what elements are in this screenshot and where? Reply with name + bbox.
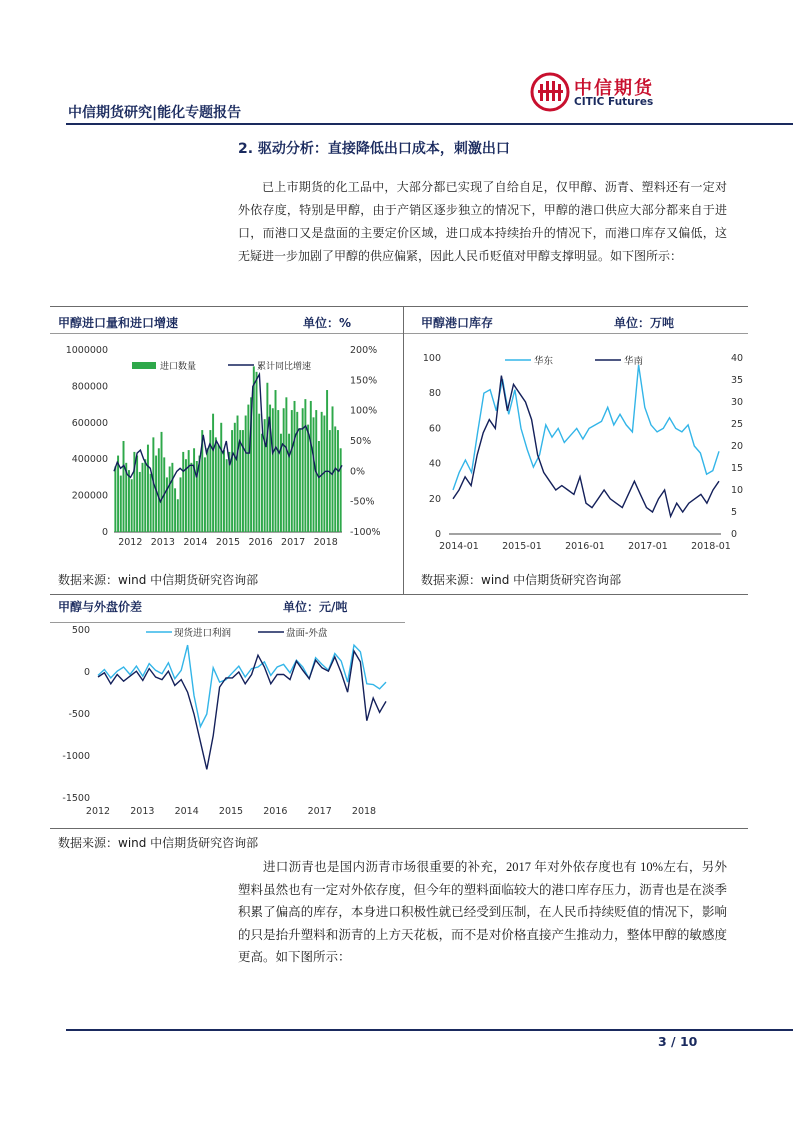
chart2-y-left-tick: 40 xyxy=(428,458,441,470)
chart3-legend-profit-label: 现货进口利润 xyxy=(174,628,232,639)
chart1-y-left-tick: 0 xyxy=(101,527,108,538)
chart3-x-tick: 2012 xyxy=(85,806,111,817)
chart1-import-bar xyxy=(226,459,228,532)
figure-title-rule xyxy=(50,333,748,334)
chart1-y-right-tick: 200% xyxy=(350,345,378,356)
chart1-import-bar xyxy=(117,456,119,532)
page-number: 3 / 10 xyxy=(658,1034,698,1049)
chart1-import-bar xyxy=(139,472,141,532)
chart2-x-tick: 2016-01 xyxy=(565,541,605,552)
chart1-import-bar xyxy=(299,428,301,532)
chart3-x-tick: 2017 xyxy=(307,806,332,817)
chart1-x-tick: 2012 xyxy=(118,537,143,548)
chart1-import-bar xyxy=(223,450,225,532)
chart3-x-tick: 2013 xyxy=(130,806,155,817)
chart1-y-right-tick: 150% xyxy=(350,375,378,387)
chart1-source: 数据来源：wind 中信期货研究咨询部 xyxy=(58,573,259,587)
chart2-y-right-tick: 20 xyxy=(731,441,744,452)
figure-mid-rule xyxy=(50,594,748,595)
chart1-import-bar xyxy=(304,399,306,532)
chart1-x-tick: 2017 xyxy=(281,537,306,548)
chart1-import-bar xyxy=(171,463,173,532)
chart1-import-bar xyxy=(128,470,130,532)
chart2-x-tick: 2015-01 xyxy=(502,541,542,552)
figure-bottom-rule xyxy=(50,828,748,829)
chart1-import-bar xyxy=(142,463,144,532)
chart1-import-bar xyxy=(321,412,323,532)
chart1-x-tick: 2015 xyxy=(215,537,241,548)
chart1-import-bar xyxy=(302,408,304,532)
chart2-y-right-tick: 25 xyxy=(731,419,744,430)
chart1-legend-bar-swatch xyxy=(132,362,156,369)
chart1-import-bar xyxy=(150,474,152,532)
chart1-x-tick: 2016 xyxy=(248,537,273,548)
citic-logo-icon xyxy=(530,72,570,112)
chart2-y-right-tick: 5 xyxy=(731,507,738,518)
chart1-legend-bar-label: 进口数量 xyxy=(160,362,197,372)
chart3-x-tick: 2015 xyxy=(218,806,244,817)
chart1-import-bar xyxy=(123,441,125,532)
chart1-import-bar xyxy=(256,372,258,532)
chart1-import-bar xyxy=(340,448,342,532)
chart1-import-bar xyxy=(220,423,222,532)
chart1-import-bar xyxy=(307,425,309,532)
chart1-y-left-tick: 1000000 xyxy=(65,345,108,356)
chart2-source: 数据来源：wind 中信期货研究咨询部 xyxy=(421,573,622,587)
chart1-imports-plot xyxy=(50,336,403,558)
chart2-x-tick: 2018-01 xyxy=(691,541,731,552)
chart1-import-bar xyxy=(190,463,192,532)
chart3-y-tick: -500 xyxy=(68,709,90,720)
chart1-import-bar xyxy=(283,408,285,532)
chart1-import-bar xyxy=(318,441,320,532)
chart1-import-bar xyxy=(120,476,122,532)
report-header-title: 中信期货研究|能化专题报告 xyxy=(68,105,242,121)
chart1-import-bar xyxy=(188,450,190,532)
chart1-import-bar xyxy=(231,430,233,532)
chart1-y-left-tick: 400000 xyxy=(71,454,108,466)
chart1-import-bar xyxy=(158,448,160,532)
chart1-import-bar xyxy=(310,401,312,532)
chart1-import-bar xyxy=(258,414,260,532)
chart3-unit: 单位：元/吨 xyxy=(283,600,348,614)
header-divider xyxy=(66,123,793,125)
chart2-unit: 单位：万吨 xyxy=(614,316,675,330)
chart1-import-bar xyxy=(174,488,176,532)
chart2-y-right-tick: 35 xyxy=(731,375,744,386)
chart2-legend-south-label: 华南 xyxy=(624,356,644,367)
chart3-futures-minus-outer-line xyxy=(98,651,386,769)
logo-chinese-name: 中信期货 xyxy=(574,78,654,99)
chart3-legend-spread-label: 盘面-外盘 xyxy=(286,628,328,639)
chart1-import-bar xyxy=(161,432,163,532)
chart1-import-bar xyxy=(239,430,241,532)
chart3-y-tick: -1500 xyxy=(62,793,90,804)
chart1-import-bar xyxy=(136,456,138,532)
chart1-y-left-tick: 800000 xyxy=(71,381,108,393)
figure-top-rule xyxy=(50,306,748,307)
chart1-import-bar xyxy=(334,426,336,532)
chart1-import-bar xyxy=(169,466,171,532)
chart2-x-tick: 2014-01 xyxy=(439,541,479,552)
chart3-x-tick: 2018 xyxy=(351,806,377,817)
chart1-import-bar xyxy=(193,448,195,532)
chart2-south-china-line xyxy=(453,376,719,517)
chart3-x-tick: 2014 xyxy=(174,806,199,817)
chart3-x-tick: 2016 xyxy=(263,806,288,817)
logo-english-name: CITIC Futures xyxy=(574,96,654,108)
chart2-east-china-line xyxy=(453,365,719,490)
chart2-y-right-tick: 40 xyxy=(731,353,744,364)
chart1-import-bar xyxy=(332,406,334,532)
chart2-y-left-tick: 100 xyxy=(422,353,441,364)
chart1-import-bar xyxy=(234,423,236,532)
chart1-import-bar xyxy=(212,414,214,532)
chart1-import-bar xyxy=(177,499,179,532)
chart1-import-bar xyxy=(204,457,206,532)
chart1-import-bar xyxy=(285,397,287,532)
chart1-x-tick: 2014 xyxy=(183,537,208,548)
chart1-y-left-tick: 600000 xyxy=(71,417,108,429)
chart1-import-bar xyxy=(266,383,268,532)
chart3-spot-import-profit-line xyxy=(98,645,386,727)
chart1-y-right-tick: 100% xyxy=(350,405,378,417)
chart1-unit: 单位：% xyxy=(303,316,352,330)
chart1-title: 甲醇进口量和进口增速 xyxy=(58,316,179,330)
chart1-y-right-tick: -50% xyxy=(350,496,375,508)
chart1-import-bar xyxy=(275,390,277,532)
figure3-title-rule xyxy=(50,622,405,623)
chart1-y-left-tick: 200000 xyxy=(71,490,108,502)
chart2-y-left-tick: 0 xyxy=(434,529,441,540)
chart1-import-bar xyxy=(147,445,149,532)
chart1-y-right-tick: -100% xyxy=(350,527,381,538)
chart1-y-right-tick: 50% xyxy=(350,436,372,447)
chart2-title: 甲醇港口库存 xyxy=(421,316,494,330)
chart1-x-tick: 2013 xyxy=(150,537,175,548)
chart1-import-bar xyxy=(182,452,184,532)
chart1-import-bar xyxy=(114,466,116,532)
chart1-import-bar xyxy=(166,477,168,532)
chart1-import-bar xyxy=(261,434,263,532)
chart1-import-bar xyxy=(288,434,290,532)
chart1-import-bar xyxy=(264,419,266,532)
chart1-import-bar xyxy=(272,408,274,532)
chart2-y-left-tick: 60 xyxy=(428,423,441,435)
chart1-import-bar xyxy=(247,405,249,532)
chart1-import-bar xyxy=(180,477,182,532)
chart3-y-tick: -1000 xyxy=(62,751,90,762)
chart3-title: 甲醇与外盘价差 xyxy=(58,600,143,614)
chart1-import-bar xyxy=(245,416,247,532)
chart1-import-bar xyxy=(329,430,331,532)
chart2-y-right-tick: 10 xyxy=(731,485,744,496)
section-title: 2. 驱动分析：直接降低出口成本，刺激出口 xyxy=(238,141,510,157)
chart3-source: 数据来源：wind 中信期货研究咨询部 xyxy=(58,836,259,850)
chart2-y-right-tick: 0 xyxy=(731,529,738,540)
chart2-y-left-tick: 80 xyxy=(428,388,441,400)
chart1-x-tick: 2018 xyxy=(313,537,338,548)
chart1-import-bar xyxy=(237,416,239,532)
chart2-y-left-tick: 20 xyxy=(428,493,441,505)
chart1-import-bar xyxy=(326,390,328,532)
chart2-port-inventory-plot xyxy=(405,336,748,558)
chart1-import-bar xyxy=(144,459,146,532)
chart1-import-bar xyxy=(207,448,209,532)
chart1-import-bar xyxy=(294,401,296,532)
chart1-import-bar xyxy=(277,410,279,532)
chart2-y-right-tick: 30 xyxy=(731,397,744,408)
chart1-import-bar xyxy=(291,410,293,532)
figure-vertical-divider xyxy=(403,306,404,594)
chart2-x-tick: 2017-01 xyxy=(628,541,668,552)
footer-divider xyxy=(66,1029,793,1031)
chart1-import-bar xyxy=(337,430,339,532)
chart1-import-bar xyxy=(218,445,220,532)
chart2-legend-east-label: 华东 xyxy=(534,356,554,367)
chart1-import-bar xyxy=(215,437,217,532)
paragraph-intro: 已上市期货的化工品中，大部分都已实现了自给自足，仅甲醇、沥青、塑料还有一定对外依存度，特别是甲醇，由于产销区逐步独立的情况下，甲醇的港口供应大部分都来自于进口，而港口又是盘面的主要定价区域，进口成本持续抬升的情况下，而港口库存又偏低，这无疑进一步加剧了甲醇的供应偏紧，因此人民币贬值对甲醇支撑明显。如下图所示： xyxy=(238,180,727,263)
chart1-import-bar xyxy=(313,417,315,532)
paragraph-asphalt: 进口沥青也是国内沥青市场很重要的补充，2017 年对外依存度也有 10%左右，另外塑料虽然也有一定对外依存度，但今年的塑料面临较大的港口库存压力，沥青也是在淡季积累了偏高的库存，本身进口积极性就已经受到压制，在人民币持续贬值的情况下，影响的只是抬升塑料和沥青的上方天花板，而不是对价格直接产生推动力，整体甲醇的敏感度更高。如下图所示： xyxy=(238,860,727,964)
chart3-y-tick: 500 xyxy=(71,625,90,636)
chart3-y-tick: 0 xyxy=(83,667,90,678)
chart2-y-right-tick: 15 xyxy=(731,463,744,474)
chart1-import-bar xyxy=(131,479,133,532)
chart1-legend-line-label: 累计同比增速 xyxy=(257,362,312,372)
chart3-spread-plot xyxy=(50,624,403,824)
chart1-y-right-tick: 0% xyxy=(350,466,366,478)
